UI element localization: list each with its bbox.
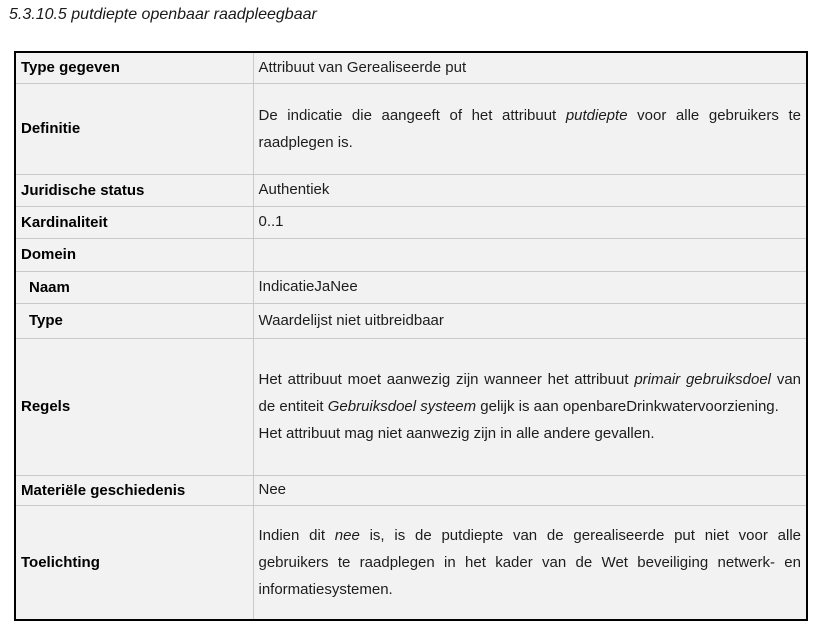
row-value-text: Het attribuut moet aanwezig zijn wanneer het attribuut xyxy=(258,371,635,388)
row-value-paragraph xyxy=(259,522,802,603)
row-label: Materiële geschiedenis xyxy=(15,475,253,505)
row-value-emphasis: Gebruiksdoel systeem xyxy=(327,398,477,415)
row-value xyxy=(253,206,807,238)
row-value-emphasis: nee xyxy=(334,526,360,544)
row-value-emphasis: putdiepte xyxy=(565,106,628,124)
table-row xyxy=(15,338,807,475)
row-value-text: Nee xyxy=(258,481,287,498)
row-value-paragraph xyxy=(259,102,802,156)
row-label: Domein xyxy=(15,238,253,271)
row-label: Type gegeven xyxy=(15,52,253,83)
row-value-text: Indien dit xyxy=(258,526,335,544)
row-value xyxy=(253,271,807,303)
row-value-text: van de entiteit xyxy=(258,371,802,415)
row-value xyxy=(253,338,807,475)
table-row xyxy=(15,238,807,271)
row-value xyxy=(253,52,807,83)
table-row xyxy=(15,475,807,505)
row-value-text: De indicatie die aangeeft of het attribuut xyxy=(258,106,566,124)
row-value-paragraph xyxy=(259,366,802,420)
row-label: Type xyxy=(15,303,253,338)
row-label: Juridische status xyxy=(15,174,253,206)
row-label: Regels xyxy=(15,338,253,475)
row-label: Definitie xyxy=(15,83,253,174)
table-row xyxy=(15,271,807,303)
row-value xyxy=(253,475,807,505)
row-value-text: voor alle gebruikers te raadplegen is. xyxy=(258,106,801,151)
attribute-table xyxy=(14,51,808,621)
row-value-text: 0..1 xyxy=(258,213,284,230)
row-value xyxy=(253,83,807,174)
row-value xyxy=(253,238,807,271)
section-heading: 5.3.10.5 putdiepte openbaar raadpleegbaar xyxy=(9,6,317,23)
row-label: Naam xyxy=(15,271,253,303)
row-value xyxy=(253,505,807,620)
row-value-text: gelijk is aan openbareDrinkwatervoorziening. xyxy=(476,398,779,415)
row-value-text: Attribuut van Gerealiseerde put xyxy=(258,58,467,76)
row-value-text: IndicatieJaNee xyxy=(258,278,358,295)
row-value-emphasis: primair gebruiksdoel xyxy=(634,371,772,388)
table-row xyxy=(15,52,807,83)
row-value xyxy=(253,174,807,206)
table-row xyxy=(15,206,807,238)
table-row xyxy=(15,505,807,620)
row-value-paragraph: Het attribuut mag niet aanwezig zijn in alle andere gevallen. xyxy=(258,425,655,442)
row-label: Toelichting xyxy=(15,505,253,620)
table-row xyxy=(15,83,807,174)
row-label: Kardinaliteit xyxy=(15,206,253,238)
table-row xyxy=(15,174,807,206)
row-value-text: Authentiek xyxy=(258,181,330,198)
row-value-text: is, is de putdiepte van de gerealiseerde put niet voor alle gebruikers te raadplegen in het kader van de Wet beveiliging netwerk- en informatiesystemen. xyxy=(258,526,801,598)
row-value-text: Waardelijst niet uitbreidbaar xyxy=(258,311,444,329)
row-value xyxy=(253,303,807,338)
table-row xyxy=(15,303,807,338)
